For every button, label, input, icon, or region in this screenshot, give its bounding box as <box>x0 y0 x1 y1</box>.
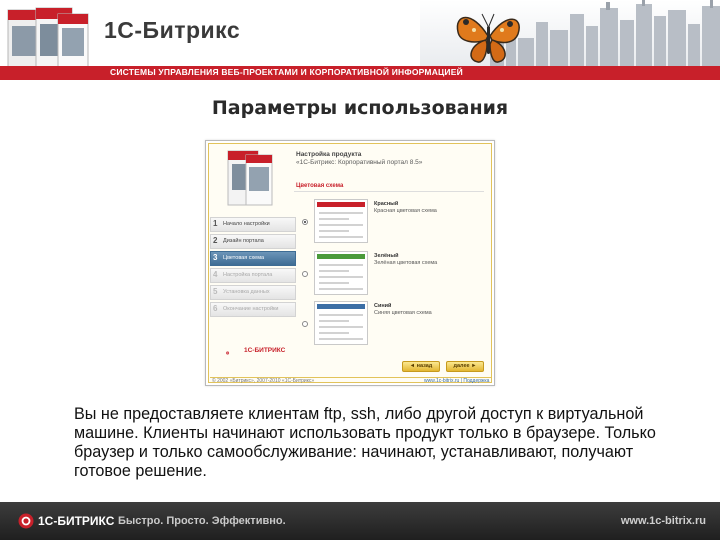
installer-step-label: Начало настройки <box>223 221 270 227</box>
installer-footer-links[interactable]: www.1c-bitrix.ru | Поддержка <box>424 378 490 384</box>
scheme-preview-header <box>317 202 365 207</box>
color-scheme-option[interactable] <box>302 301 482 347</box>
installer-step-label: Настройка портала <box>223 272 273 278</box>
scheme-radio-button[interactable] <box>302 271 308 277</box>
installer-logo-text: 1С-БИТРИКС <box>244 347 286 354</box>
installer-step-number: 1 <box>213 219 218 228</box>
back-button[interactable]: ◄ назад <box>402 361 440 372</box>
brand-title: 1С-Битрикс <box>104 17 241 43</box>
scheme-preview-line <box>319 218 349 220</box>
scheme-preview-header <box>317 254 365 259</box>
scheme-preview-line <box>319 270 349 272</box>
slide-description: Вы не предоставляете клиентам ftp, ssh, либо другой доступ к виртуальной машине. Клиенты начинают использовать продукт только в браузере. Только браузер и только самообслуживание: начинают, устанавливают, получают готовое решение. <box>74 405 656 480</box>
installer-heading <box>296 151 422 167</box>
scheme-preview-line <box>319 236 363 238</box>
scheme-description: Синяя цветовая схема <box>374 310 432 316</box>
scheme-name <box>374 201 437 215</box>
scheme-title: Синий <box>374 303 392 309</box>
scheme-preview-line <box>319 320 349 322</box>
header-tagline: СИСТЕМЫ УПРАВЛЕНИЯ ВЕБ-ПРОЕКТАМИ И КОРПОРАТИВНОЙ ИНФОРМАЦИЕЙ <box>110 67 463 77</box>
scheme-preview-header <box>317 304 365 309</box>
installer-step[interactable] <box>210 234 296 249</box>
scheme-title: Зелёный <box>374 253 399 259</box>
installer-step-number: 3 <box>213 253 218 262</box>
scheme-preview-line <box>319 326 363 328</box>
scheme-preview-line <box>319 338 363 340</box>
scheme-preview-line <box>319 264 363 266</box>
footer-bar <box>0 502 720 540</box>
installer-step-number: 4 <box>213 270 218 279</box>
scheme-preview-line <box>319 282 349 284</box>
scheme-preview-thumbnail[interactable] <box>314 251 368 295</box>
installer-heading-line2: «1С-Битрикс: Корпоративный портал 8.5» <box>296 159 423 166</box>
scheme-preview-line <box>319 276 363 278</box>
installer-step[interactable] <box>210 217 296 232</box>
footer-url[interactable]: www.1c-bitrix.ru <box>620 515 706 527</box>
scheme-preview-line <box>319 288 363 290</box>
scheme-preview-line <box>319 224 363 226</box>
color-scheme-option[interactable] <box>302 251 482 297</box>
scheme-name <box>374 253 437 267</box>
scheme-title: Красный <box>374 201 399 207</box>
scheme-radio-button[interactable] <box>302 321 308 327</box>
installer-step-number: 2 <box>213 236 218 245</box>
installer-step[interactable] <box>210 251 296 266</box>
scheme-preview-line <box>319 212 363 214</box>
bitrix-logo-icon <box>18 513 34 529</box>
bitrix-logo-icon <box>226 345 242 361</box>
installer-step-label: Цветовая схема <box>223 255 265 261</box>
scheme-preview-line <box>319 230 349 232</box>
footer-slogan: Быстро. Просто. Эффективно. <box>118 515 286 527</box>
scheme-description: Красная цветовая схема <box>374 208 437 214</box>
scheme-preview-line <box>319 332 349 334</box>
installer-steps <box>210 217 296 319</box>
butterfly-image <box>452 8 524 66</box>
scheme-preview-thumbnail[interactable] <box>314 301 368 345</box>
installer-step-label: Окончание настройки <box>223 306 279 312</box>
installer-step-label: Дизайн портала <box>223 238 264 244</box>
installer-step-label: Установка данных <box>223 289 270 295</box>
scheme-preview-thumbnail[interactable] <box>314 199 368 243</box>
next-button[interactable]: далее ► <box>446 361 484 372</box>
installer-step-number: 5 <box>213 287 218 296</box>
installer-section-title: Цветовая схема <box>296 183 344 189</box>
installer-step[interactable] <box>210 285 296 300</box>
installer-heading-line1: Настройка продукта <box>296 151 362 158</box>
header-banner <box>0 0 720 86</box>
installer-footer-copyright: © 2002 «Битрикс», 2007-2010 «1С-Битрикс» <box>212 378 315 384</box>
footer-brand: 1С-БИТРИКС <box>38 514 115 528</box>
scheme-preview-line <box>319 314 363 316</box>
color-scheme-option[interactable] <box>302 199 482 245</box>
slide-title: Параметры использования <box>211 97 509 119</box>
installer-screenshot <box>205 140 495 386</box>
installer-product-box-image <box>224 149 274 207</box>
installer-step-number: 6 <box>213 304 218 313</box>
scheme-name <box>374 303 432 317</box>
scheme-description: Зелёная цветовая схема <box>374 260 438 266</box>
installer-step[interactable] <box>210 302 296 317</box>
installer-divider <box>294 191 484 192</box>
scheme-radio-button[interactable] <box>302 219 308 225</box>
installer-step[interactable] <box>210 268 296 283</box>
